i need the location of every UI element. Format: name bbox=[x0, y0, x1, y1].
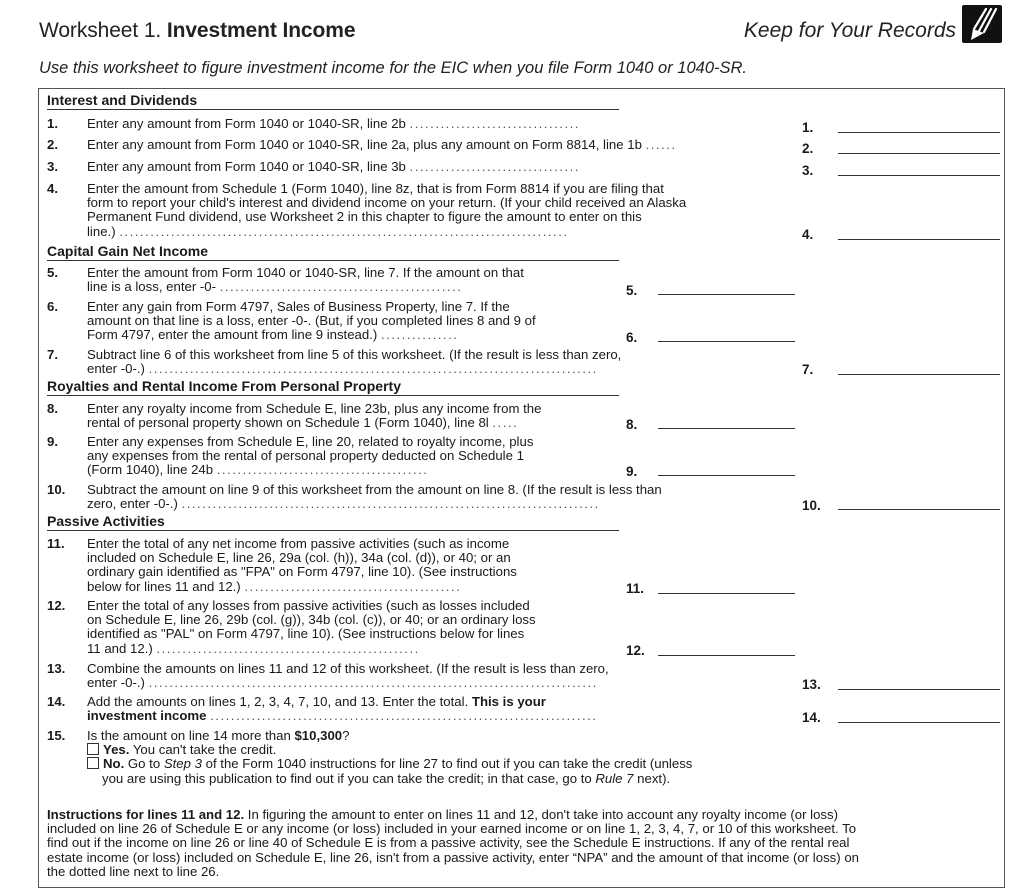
instructions-text: estate income (or loss) included on Schedule E, line 26, isn't from a passive activity, enter “NPA” and the amount of that income (or loss) on bbox=[47, 849, 859, 865]
worksheet-title bbox=[39, 19, 355, 43]
line-number: 4. bbox=[47, 181, 58, 196]
line-text: Combine the amounts on lines 11 and 12 of this worksheet. (If the result is less than zero, bbox=[87, 661, 609, 676]
line-text: Enter any amount from Form 1040 or 1040-SR, line 2b bbox=[87, 116, 406, 131]
instructions-text: find out if the income on line 26 or line 40 of Schedule E is from a passive activity, see the Schedule E instructions. If any of the rental real bbox=[47, 835, 850, 851]
line-label: 4. bbox=[802, 227, 814, 242]
line-13-input[interactable] bbox=[838, 688, 1000, 690]
line-8-input[interactable] bbox=[658, 427, 795, 429]
threshold-amount: $10,300 bbox=[294, 728, 343, 743]
line-number: 3. bbox=[47, 159, 58, 174]
line-label: 14. bbox=[802, 710, 821, 725]
line-text: enter -0-.) bbox=[87, 675, 145, 691]
line-7-input[interactable] bbox=[838, 373, 1000, 375]
no-text-italic: Step 3 bbox=[163, 756, 202, 772]
no-checkbox[interactable] bbox=[87, 757, 99, 769]
line-label: 13. bbox=[802, 677, 821, 692]
line-number: 12. bbox=[47, 598, 66, 613]
line-text: Add the amounts on lines 1, 2, 3, 4, 7, 10, and 13. Enter the total. bbox=[87, 694, 472, 709]
section-passive-activities: Passive Activities bbox=[47, 514, 619, 531]
line-number: 6. bbox=[47, 299, 58, 314]
line-label: 8. bbox=[626, 417, 638, 432]
line-label: 9. bbox=[626, 464, 638, 479]
line-text: Subtract the amount on line 9 of this worksheet from the amount on line 8. (If the result is less than bbox=[87, 482, 662, 497]
line-label: 7. bbox=[802, 362, 814, 377]
line-text: Subtract line 6 of this worksheet from line 5 of this worksheet. (If the result is less than zero, bbox=[87, 347, 622, 362]
line-text: Enter the amount from Form 1040 or 1040-SR, line 7. If the amount on that bbox=[87, 265, 524, 280]
subtitle: Use this worksheet to figure investment income for the EIC when you file Form 1040 or 1040-SR. bbox=[39, 59, 747, 77]
yes-label: Yes. bbox=[103, 742, 130, 758]
section-capital-gain: Capital Gain Net Income bbox=[47, 244, 619, 261]
line-label: 2. bbox=[802, 141, 814, 156]
line-text: Enter any amount from Form 1040 or 1040-SR, line 2a, plus any amount on Form 8814, line 1b bbox=[87, 137, 642, 152]
line-label: 6. bbox=[626, 330, 638, 345]
line-text: Permanent Fund dividend, use Worksheet 2 in this chapter to figure the amount to enter on this bbox=[87, 209, 642, 225]
line-number: 8. bbox=[47, 401, 58, 416]
line-number: 14. bbox=[47, 694, 66, 709]
line-number: 15. bbox=[47, 728, 66, 743]
no-text-italic: Rule 7 bbox=[595, 770, 634, 786]
line-label: 3. bbox=[802, 163, 814, 178]
line-text: zero, enter -0-.) bbox=[87, 496, 178, 512]
yes-text: You can't take the credit. bbox=[129, 742, 277, 758]
line-5-input[interactable] bbox=[658, 293, 795, 295]
line-number: 13. bbox=[47, 661, 66, 676]
line-3-input[interactable] bbox=[838, 174, 1000, 176]
no-text: you are using this publication to find out if you can take the credit; in that case, go to bbox=[102, 770, 596, 786]
question-text: Is the amount on line 14 more than bbox=[87, 728, 295, 743]
line-text: any expenses from the rental of personal property deducted on Schedule 1 bbox=[87, 448, 524, 464]
line-9-input[interactable] bbox=[658, 474, 795, 476]
line-label: 12. bbox=[626, 643, 645, 658]
line-text: enter -0-.) bbox=[87, 361, 145, 377]
line-text: Form 4797, enter the amount from line 9 instead.) bbox=[87, 327, 378, 343]
line-text: included on Schedule E, line 26, 29a (col. (h)), 34a (col. (d)), or 40; or an bbox=[87, 550, 511, 566]
line-text: rental of personal property shown on Schedule 1 (Form 1040), line 8l bbox=[87, 415, 489, 431]
line-text: ordinary gain identified as "FPA" on Form 4797, line 10). (See instructions bbox=[87, 564, 517, 580]
line-text: 11 and 12.) bbox=[87, 640, 153, 656]
line-number: 7. bbox=[47, 347, 58, 362]
line-text: below for lines 11 and 12.) bbox=[87, 578, 241, 594]
line-11-input[interactable] bbox=[658, 592, 795, 594]
section-interest-dividends: Interest and Dividends bbox=[47, 93, 619, 110]
line-text: identified as "PAL" on Form 4797, line 10). (See instructions below for lines bbox=[87, 626, 525, 642]
title-prefix: Worksheet 1. bbox=[39, 19, 167, 42]
line-text: Enter any royalty income from Schedule E, line 23b, plus any income from the bbox=[87, 401, 542, 416]
yes-checkbox[interactable] bbox=[87, 743, 99, 755]
section-royalties-rental: Royalties and Rental Income From Personal Property bbox=[47, 379, 619, 396]
instructions-text: included on line 26 of Schedule E or any income (or loss) included in your earned income or on line 1, 2, 3, 4, 7, or 10 of this worksheet. To bbox=[47, 821, 857, 837]
line-number: 2. bbox=[47, 137, 58, 152]
line-6-input[interactable] bbox=[658, 340, 795, 342]
line-10-input[interactable] bbox=[838, 508, 1000, 510]
line-label: 11. bbox=[626, 581, 645, 596]
line-label: 1. bbox=[802, 120, 814, 135]
keep-for-records: Keep for Your Records bbox=[743, 19, 956, 42]
no-text: next). bbox=[633, 770, 671, 786]
line-text: line.) bbox=[87, 223, 116, 239]
line-number: 1. bbox=[47, 116, 58, 131]
line-text-bold: investment income bbox=[87, 708, 207, 724]
no-text: of the Form 1040 instructions for line 27 to find out if you can take the credit (unless bbox=[201, 756, 693, 772]
line-label: 5. bbox=[626, 283, 638, 298]
title-bold: Investment Income bbox=[166, 19, 356, 42]
no-text: Go to bbox=[124, 756, 164, 772]
line-text: Enter the amount from Schedule 1 (Form 1040), line 8z, that is from Form 8814 if you are filing that bbox=[87, 181, 664, 196]
line-text: Enter the total of any losses from passive activities (such as losses included bbox=[87, 598, 530, 613]
line-number: 9. bbox=[47, 434, 58, 449]
line-text: (Form 1040), line 24b bbox=[87, 462, 214, 478]
line-14-input[interactable] bbox=[838, 721, 1000, 723]
line-text: Enter any expenses from Schedule E, line 20, related to royalty income, plus bbox=[87, 434, 534, 449]
instructions-text: the dotted line next to line 26. bbox=[47, 863, 220, 879]
line-1-input[interactable] bbox=[838, 131, 1000, 133]
line-text-bold: This is your bbox=[471, 694, 546, 709]
instructions-text: In figuring the amount to enter on lines 11 and 12, don't take into account any royalty income (or loss) bbox=[244, 807, 838, 822]
line-4-input[interactable] bbox=[838, 238, 1000, 240]
line-text: Enter any amount from Form 1040 or 1040-SR, line 3b bbox=[87, 159, 406, 174]
line-text: Enter any gain from Form 4797, Sales of Business Property, line 7. If the bbox=[87, 299, 510, 314]
line-text: on Schedule E, line 26, 29b (col. (g)), 34b (col. (c)), or 40; or an ordinary loss bbox=[87, 612, 536, 628]
line-number: 10. bbox=[47, 482, 66, 497]
line-12-input[interactable] bbox=[658, 654, 795, 656]
instructions-heading: Instructions for lines 11 and 12. bbox=[47, 807, 245, 822]
no-label: No. bbox=[103, 756, 125, 772]
instructions-lines-11-12 bbox=[47, 808, 997, 879]
line-text: Enter the total of any net income from passive activities (such as income bbox=[87, 536, 510, 551]
line-label: 10. bbox=[802, 498, 821, 513]
line-text: line is a loss, enter -0- bbox=[87, 279, 216, 295]
line-number: 11. bbox=[47, 536, 65, 551]
line-text: amount on that line is a loss, enter -0-. (But, if you completed lines 8 and 9 of bbox=[87, 313, 536, 329]
line-number: 5. bbox=[47, 265, 58, 280]
line-text: form to report your child's interest and dividend income on your return. (If your child received an Alaska bbox=[87, 195, 687, 211]
question-mark: ? bbox=[342, 728, 350, 743]
line-2-input[interactable] bbox=[838, 152, 1000, 154]
pencil-icon bbox=[962, 5, 1002, 43]
